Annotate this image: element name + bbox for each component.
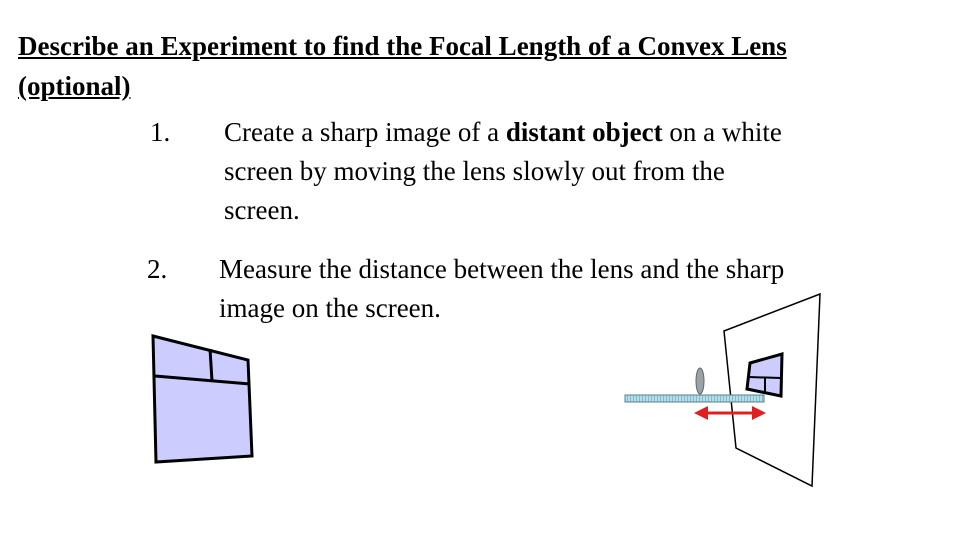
step-2-text: Measure the distance between the lens and the sharp image on the screen. (219, 254, 785, 323)
image-window-crossbar (748, 377, 781, 378)
step-1-number: 1. (150, 117, 171, 147)
title-line-1: Describe an Experiment to find the Focal Length of a Convex Lens (18, 31, 787, 61)
window-icon (153, 336, 252, 462)
title-line-2: (optional) (18, 71, 131, 101)
double-headed-arrow-icon (694, 406, 766, 420)
object-window-mullion (210, 349, 212, 381)
step-1-text-start: Create a sharp image of a (224, 117, 506, 147)
step-2-number: 2. (147, 254, 168, 284)
object-window-frame (153, 336, 252, 462)
ruler (625, 395, 764, 402)
step-1-text-bold: distant object (505, 117, 663, 147)
convex-lens (696, 368, 704, 394)
step-1-text-end: on a white screen by moving the lens slowly out from the screen. (224, 117, 782, 225)
